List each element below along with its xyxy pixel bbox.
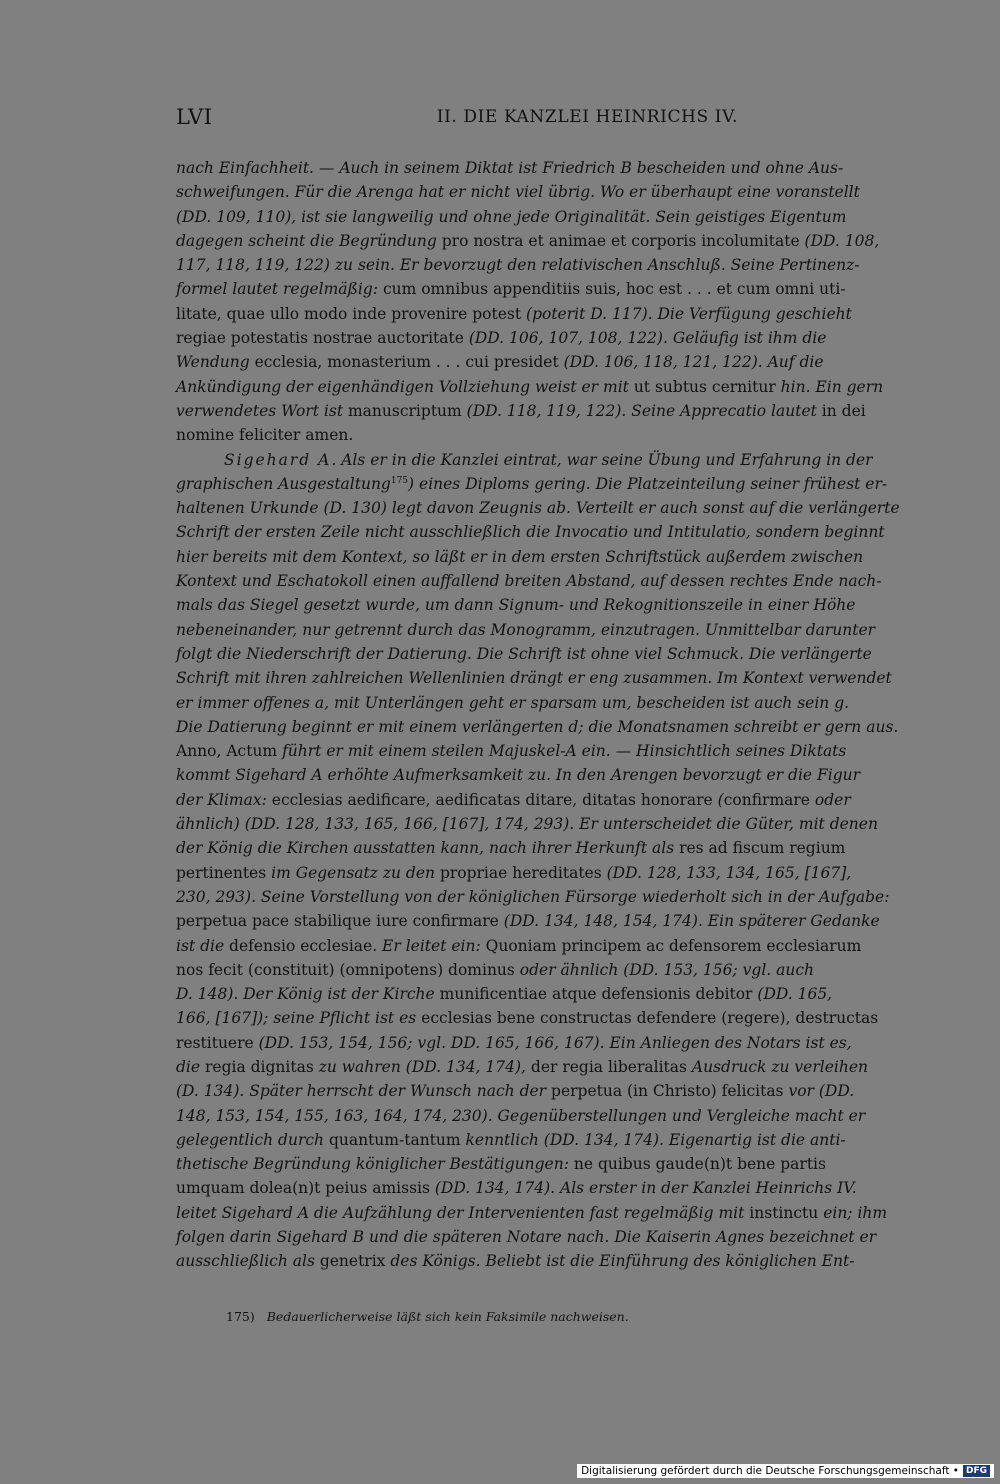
text-line [176,1152,826,1176]
text-segment: führt er mit einem steilen Majuskel-A ein. — Hinsichtlich seines Diktats [277,742,847,761]
text-segment: nos fecit (constituit) (omnipotens) dominus [176,960,520,979]
text-line [176,788,851,812]
text-segment: Wendung [176,353,255,372]
text-segment: 230, 293). Seine Vorstellung von der königlichen Fürsorge wiederholt sich in der Aufgabe: [176,887,890,906]
dfg-logo: DFG [963,1465,990,1477]
text-line [176,982,833,1006]
text-segment: formel lautet regelmäßig: [176,280,383,299]
text-line [176,1249,855,1273]
text-segment: . Als er in die Kanzlei eintrat, war seine Übung und Erfahrung in der [331,450,873,469]
text-segment: Schrift der ersten Zeile nicht ausschließlich die Invocatio und Intitulatio, sondern beginnt [176,523,885,542]
text-line [176,205,847,229]
page-header [176,105,738,135]
dfg-funding-bar [577,1464,994,1478]
text-segment: im Gegensatz zu den [271,863,440,882]
text-segment: ( [717,790,724,809]
text-segment: Anno, Actum [176,742,278,761]
text-segment: thetische Begründung königlicher Bestätigungen: [176,1155,574,1174]
text-line [176,715,899,739]
body-text [176,156,900,1274]
text-segment: 166, [167]); seine Pflicht ist es [176,1009,422,1028]
text-segment: pertinentes [176,863,272,882]
text-segment: vor (DD. [783,1082,855,1101]
text-segment: instinctu [749,1203,819,1222]
text-segment: manuscriptum [347,401,467,420]
text-line [176,618,876,642]
text-segment: 148, 153, 154, 155, 163, 164, 174, 230). Gegenüberstellungen und Vergleiche macht er [176,1106,866,1125]
text-segment: in dei [821,401,866,420]
text-segment: D. 148). Der König ist der Kirche [176,985,440,1004]
text-line [176,156,844,180]
text-segment: cum omnibus appenditiis suis, hoc est . . . et cum omni uti- [382,280,846,299]
text-line [176,691,850,715]
text-line [176,1225,877,1249]
text-segment: leitet Sigehard A die Aufzählung der Intervenienten fast regelmäßig mit [176,1203,750,1222]
text-segment: ne quibus gaude(n)t bene partis [573,1155,826,1174]
text-segment: (D. 134). Später herrscht der Wunsch nach der [176,1082,552,1101]
text-segment: ausschließlich als [176,1252,320,1271]
text-segment: restituere [176,1033,259,1052]
text-segment: der König die Kirchen ausstatten kann, nach ihrer Herkunft als [176,839,680,858]
text-segment: oder ähnlich (DD. 153, 156; vgl. auch [519,960,815,979]
text-segment: die [176,1057,205,1076]
text-line [176,1176,857,1200]
text-segment: (DD. 153, 154, 156; vgl. DD. 165, 166, 167). Ein Anliegen des Notars ist es, [258,1033,852,1052]
text-segment: (DD. 108, [799,231,880,250]
text-line [176,861,852,885]
text-segment: folgt die Niederschrift der Datierung. Die Schrift ist ohne viel Schmuck. Die verlängerte [176,644,872,663]
text-line [176,472,888,496]
text-segment: litate, quae ullo modo inde provenire potest [176,304,527,323]
text-segment: graphischen Ausgestaltung [176,474,391,493]
text-segment: ecclesias bene constructas defendere (regere), destructas [421,1009,879,1028]
text-segment: umquam dolea(n)t peius amissis [176,1179,435,1198]
text-line [176,350,824,374]
text-line [176,934,862,958]
text-segment: perpetua (in Christo) felicitas [551,1082,784,1101]
text-segment: der regia liberalitas [530,1057,687,1076]
text-segment: propriae hereditates [439,863,607,882]
text-segment: zu wahren (DD. 134, 174), [313,1057,531,1076]
text-segment: perpetua pace stabilique iure confirmare [176,912,504,931]
text-line [176,326,827,350]
text-segment: hier bereits mit dem Kontext, so läßt er in dem ersten Schriftstück außerdem zwischen [176,547,864,566]
text-segment: der Klimax: [176,790,272,809]
text-segment: haltenen Urkunde (D. 130) legt davon Zeugnis ab. Verteilt er auch sonst auf die verlängerte [176,499,900,518]
text-segment: Ankündigung der eigenhändigen Vollziehung weist er mit [176,377,634,396]
footnote-text: Bedauerlicherweise läßt sich kein Faksimile nachweisen. [266,1309,629,1324]
text-line [176,763,861,787]
text-line [176,375,884,399]
text-segment: Kontext und Eschatokoll einen auffallend breiten Abstand, auf dessen rechtes Ende nach- [176,572,882,591]
text-line [176,302,852,326]
text-segment: confirmare [723,790,810,809]
text-segment: nomine feliciter amen. [176,426,354,445]
running-title: II. DIE KANZLEI HEINRICHS IV. [436,107,738,127]
text-line [176,277,846,301]
text-segment: (DD. 109, 110), ist sie langweilig und ohne jede Originalität. Sein geistiges Eigentum [176,207,847,226]
text-line [176,593,856,617]
text-segment: dagegen scheint die Begründung [176,231,442,250]
text-segment: quantum-tantum [328,1130,461,1149]
footnote [226,1309,629,1324]
text-segment: schweifungen. Für die Arenga hat er nicht viel übrig. Wo er überhaupt eine voranstellt [176,183,860,202]
text-segment: genetrix [319,1252,386,1271]
text-segment: gelegentlich durch [176,1130,329,1149]
text-segment: ähnlich) (DD. 128, 133, 165, 166, [167], 174, 293). Er unterscheidet die Güter, mit denen [176,815,878,834]
text-segment: Quoniam principem ac defensorem ecclesiarum [485,936,862,955]
text-segment: pro nostra et animae et corporis incolumitate [441,231,800,250]
text-segment: ist die [176,936,230,955]
text-segment: verwendetes Wort ist [176,401,348,420]
text-line [176,642,872,666]
text-segment: hin. Ein gern [775,377,884,396]
text-segment: (poterit [526,304,586,323]
text-segment: nebeneinander, nur getrennt durch das Monogramm, einzutragen. Unmittelbar darunter [176,620,876,639]
text-line [176,836,846,860]
text-line [176,1006,879,1030]
text-line [176,253,860,277]
text-line [176,520,885,544]
text-line [176,1055,868,1079]
text-line [176,399,866,423]
text-segment: (DD. 134, 148, 154, 174). Ein späterer Gedanke [503,912,880,931]
dfg-funding-text: Digitalisierung gefördert durch die Deutsche Forschungsgemeinschaft • [581,1465,959,1477]
text-line [176,1079,855,1103]
text-segment: . Er leitet ein: [372,936,486,955]
text-segment: (DD. 106, 118, 121, 122). Auf die [563,353,824,372]
text-segment: D. 117). Die Verfügung geschieht [585,304,852,323]
text-segment: regiae potestatis nostrae auctoritate [176,329,469,348]
text-segment: (DD. 106, 107, 108, 122). Geläufig ist ihm die [468,329,827,348]
text-line [176,180,860,204]
text-line [176,812,878,836]
text-line [176,423,738,447]
text-line [176,1104,866,1128]
text-segment: mals das Siegel gesetzt wurde, um dann Signum- und Rekognitionszeile in einer Höhe [176,596,856,615]
text-segment: nach Einfachheit. — Auch in seinem Diktat ist Friedrich B bescheiden und ohne Aus- [176,159,844,177]
text-line [176,229,880,253]
text-segment: regia dignitas [204,1057,314,1076]
text-segment: (DD. 128, 133, 134, 165, [167], [606,863,852,882]
text-segment: ein; ihm [818,1203,888,1222]
text-segment: Ausdruck zu verleihen [686,1057,868,1076]
text-segment: Sigehard A [224,450,332,469]
text-line [176,958,815,982]
text-segment: ecclesia, monasterium . . . cui presidet [254,353,564,372]
text-segment: ut subtus cernitur [633,377,776,396]
text-segment: (DD. 118, 119, 122). Seine Apprecatio lautet [466,401,822,420]
text-segment: ecclesias aedificare, aedificatas ditare, ditatas honorare [271,790,718,809]
text-segment: Schrift mit ihren zahlreichen Wellenlinien drängt er eng zusammen. Im Kontext verwendet [176,669,892,688]
text-line [176,1128,846,1152]
text-line [176,666,892,690]
text-segment: Die Datierung beginnt er mit einem verlängerten d; die Monatsnamen schreibt er gern aus. [176,717,899,736]
text-segment: er immer offenes a, mit Unterlängen geht er sparsam um, bescheiden ist auch sein g. [176,693,850,712]
text-segment: oder [809,790,851,809]
text-segment: kommt Sigehard A erhöhte Aufmerksamkeit zu. In den Arengen bevorzugt er die Figur [176,766,861,785]
page-number: LVI [176,105,213,129]
text-line [176,1031,852,1055]
text-segment: des Königs. Beliebt ist die Einführung des königlichen Ent- [385,1252,855,1271]
text-segment: defensio ecclesiae [229,936,373,955]
text-segment: folgen darin Sigehard B und die späteren Notare nach. Die Kaiserin Agnes bezeichnet er [176,1228,877,1247]
text-line [176,448,873,472]
text-line [176,909,880,933]
text-line [176,545,864,569]
footnote-number: 175) [226,1309,255,1324]
text-line [176,885,890,909]
text-line [176,569,882,593]
text-line [176,496,900,520]
text-line [176,739,847,763]
text-segment: ) eines Diploms gering. Die Platzeinteilung seiner frühest er- [408,474,888,493]
footnote-ref: 175 [390,475,409,486]
text-segment: (DD. 165, [757,985,833,1004]
text-segment: res ad fiscum regium [679,839,846,858]
text-segment: (DD. 134, 174). Als erster in der Kanzlei Heinrichs IV. [434,1179,857,1198]
text-line [176,1201,888,1225]
text-segment: munificentiae atque defensionis debitor [439,985,758,1004]
text-segment: 117, 118, 119, 122) zu sein. Er bevorzugt den relativischen Anschluß. Seine Pertinenz- [176,256,860,275]
text-segment: kenntlich (DD. 134, 174). Eigenartig ist die anti- [460,1130,846,1149]
